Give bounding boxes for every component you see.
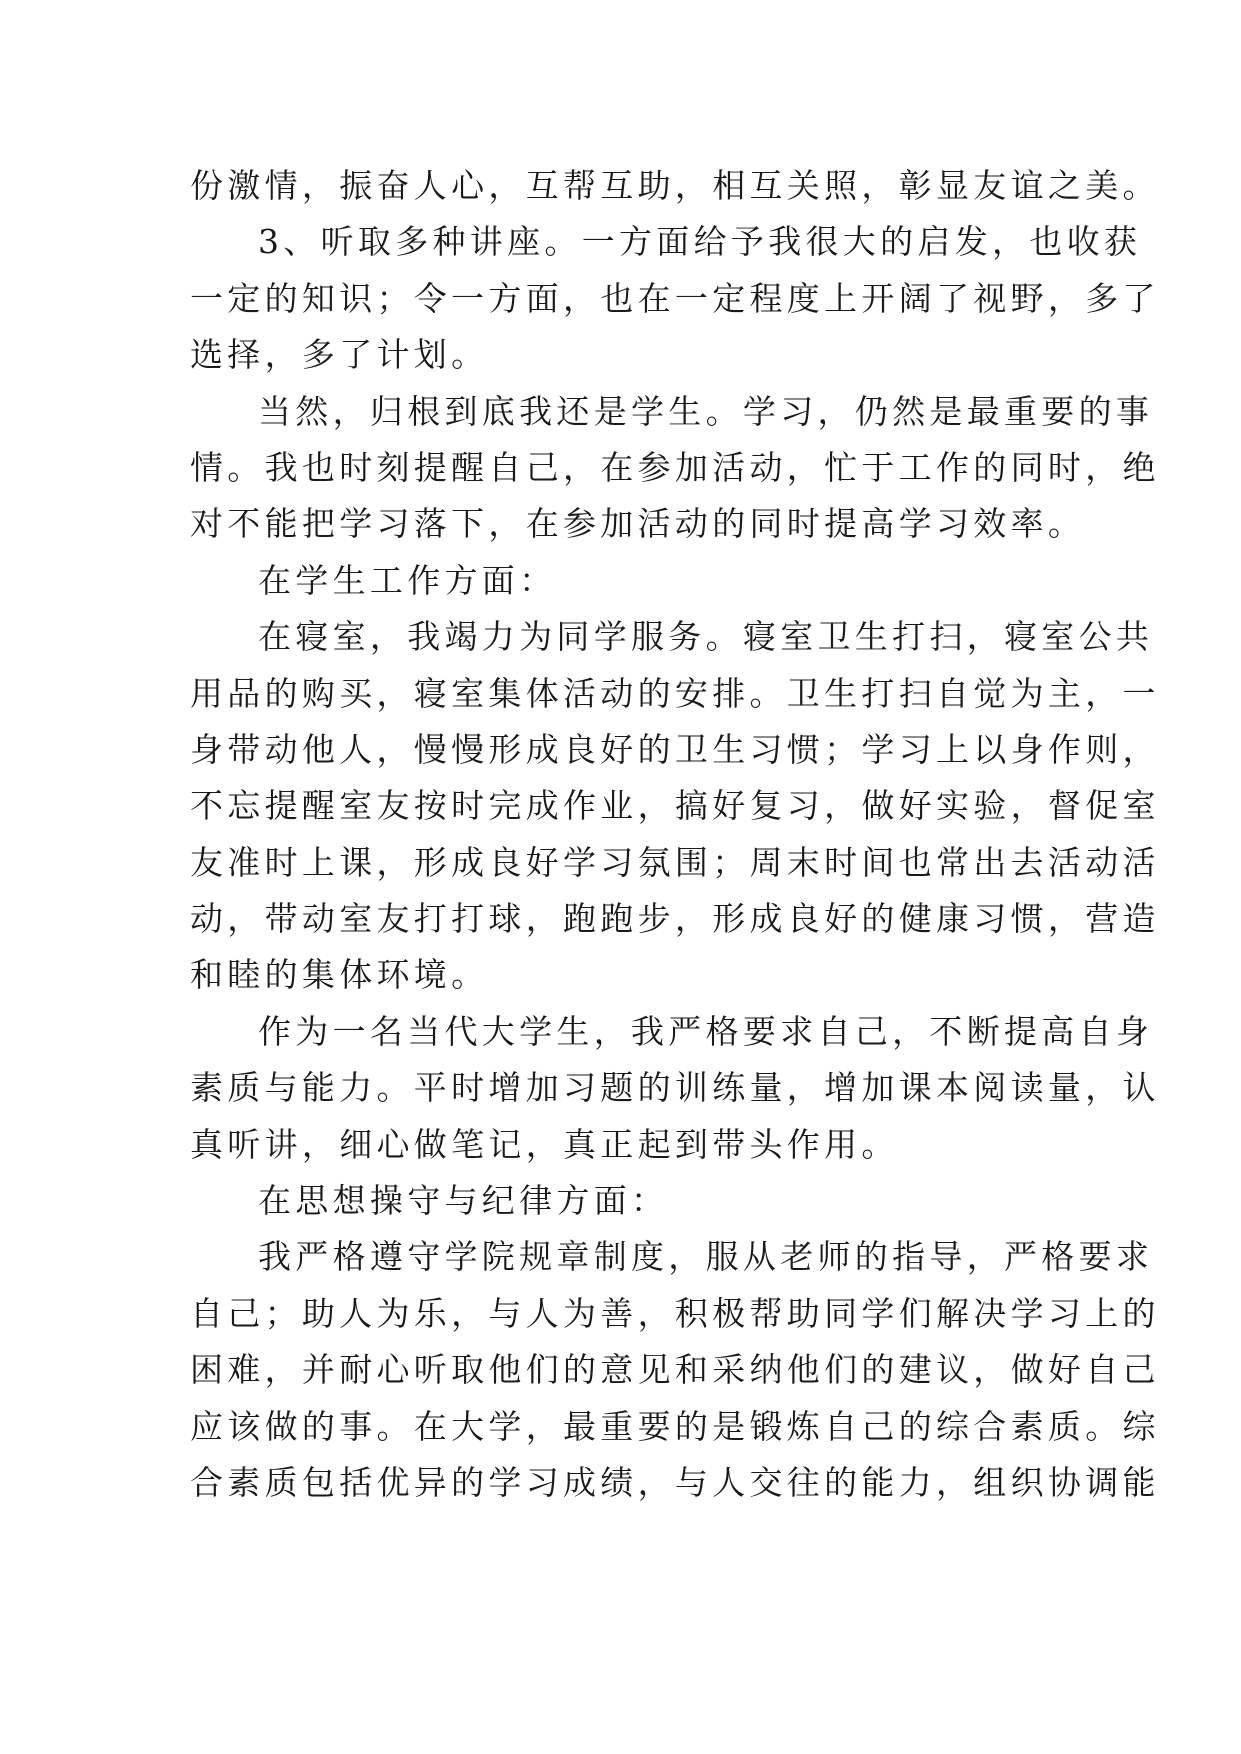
text-line: 真听讲，细心做笔记，真正起到带头作用。 (190, 1124, 899, 1164)
section-heading: 在思想操守与纪律方面： (258, 1181, 669, 1221)
document-body (190, 158, 1160, 1511)
text-line: 身带动他人，慢慢形成良好的卫生习惯；学习上以身作则， (190, 729, 1160, 769)
text-line: 对不能把学习落下，在参加活动的同时提高学习效率。 (190, 504, 1086, 544)
text-line: 困难，并耐心听取他们的意见和采纳他们的建议，做好自己 (190, 1350, 1160, 1390)
text-line: 3、听取多种讲座。一方面给予我很大的启发，也收获 (258, 222, 1142, 262)
text-line: 在寝室，我竭力为同学服务。寝室卫生打扫，寝室公共 (258, 617, 1154, 657)
text-line: 不忘提醒室友按时完成作业，搞好复习，做好实验，督促室 (190, 786, 1160, 826)
text-line: 选择，多了计划。 (190, 335, 489, 375)
text-line: 合素质包括优异的学习成绩，与人交往的能力，组织协调能 (190, 1462, 1160, 1502)
text-line: 友准时上课，形成良好学习氛围；周末时间也常出去活动活 (190, 842, 1160, 882)
text-line: 我严格遵守学院规章制度，服从老师的指导，严格要求 (258, 1237, 1154, 1277)
text-line: 作为一名当代大学生，我严格要求自己，不断提高自身 (258, 1011, 1154, 1051)
text-line: 一定的知识；令一方面，也在一定程度上开阔了视野，多了 (190, 278, 1160, 318)
text-line: 情。我也时刻提醒自己，在参加活动，忙于工作的同时，绝 (190, 447, 1160, 487)
text-line: 自己；助人为乐，与人为善，积极帮助同学们解决学习上的 (190, 1293, 1160, 1333)
text-line: 份激情，振奋人心，互帮互助，相互关照，彰显友谊之美。 (190, 166, 1160, 205)
text-line: 动，带动室友打打球，跑跑步，形成良好的健康习惯，营造 (190, 899, 1160, 939)
section-heading: 在学生工作方面： (258, 560, 557, 600)
text-line: 素质与能力。平时增加习题的训练量，增加课本阅读量，认 (190, 1068, 1160, 1108)
text-line: 应该做的事。在大学，最重要的是锻炼自己的综合素质。综 (190, 1406, 1160, 1446)
text-line: 和睦的集体环境。 (190, 955, 489, 995)
text-line: 用品的购买，寝室集体活动的安排。卫生打扫自觉为主，一 (190, 673, 1160, 713)
text-line: 当然，归根到底我还是学生。学习，仍然是最重要的事 (258, 391, 1154, 431)
